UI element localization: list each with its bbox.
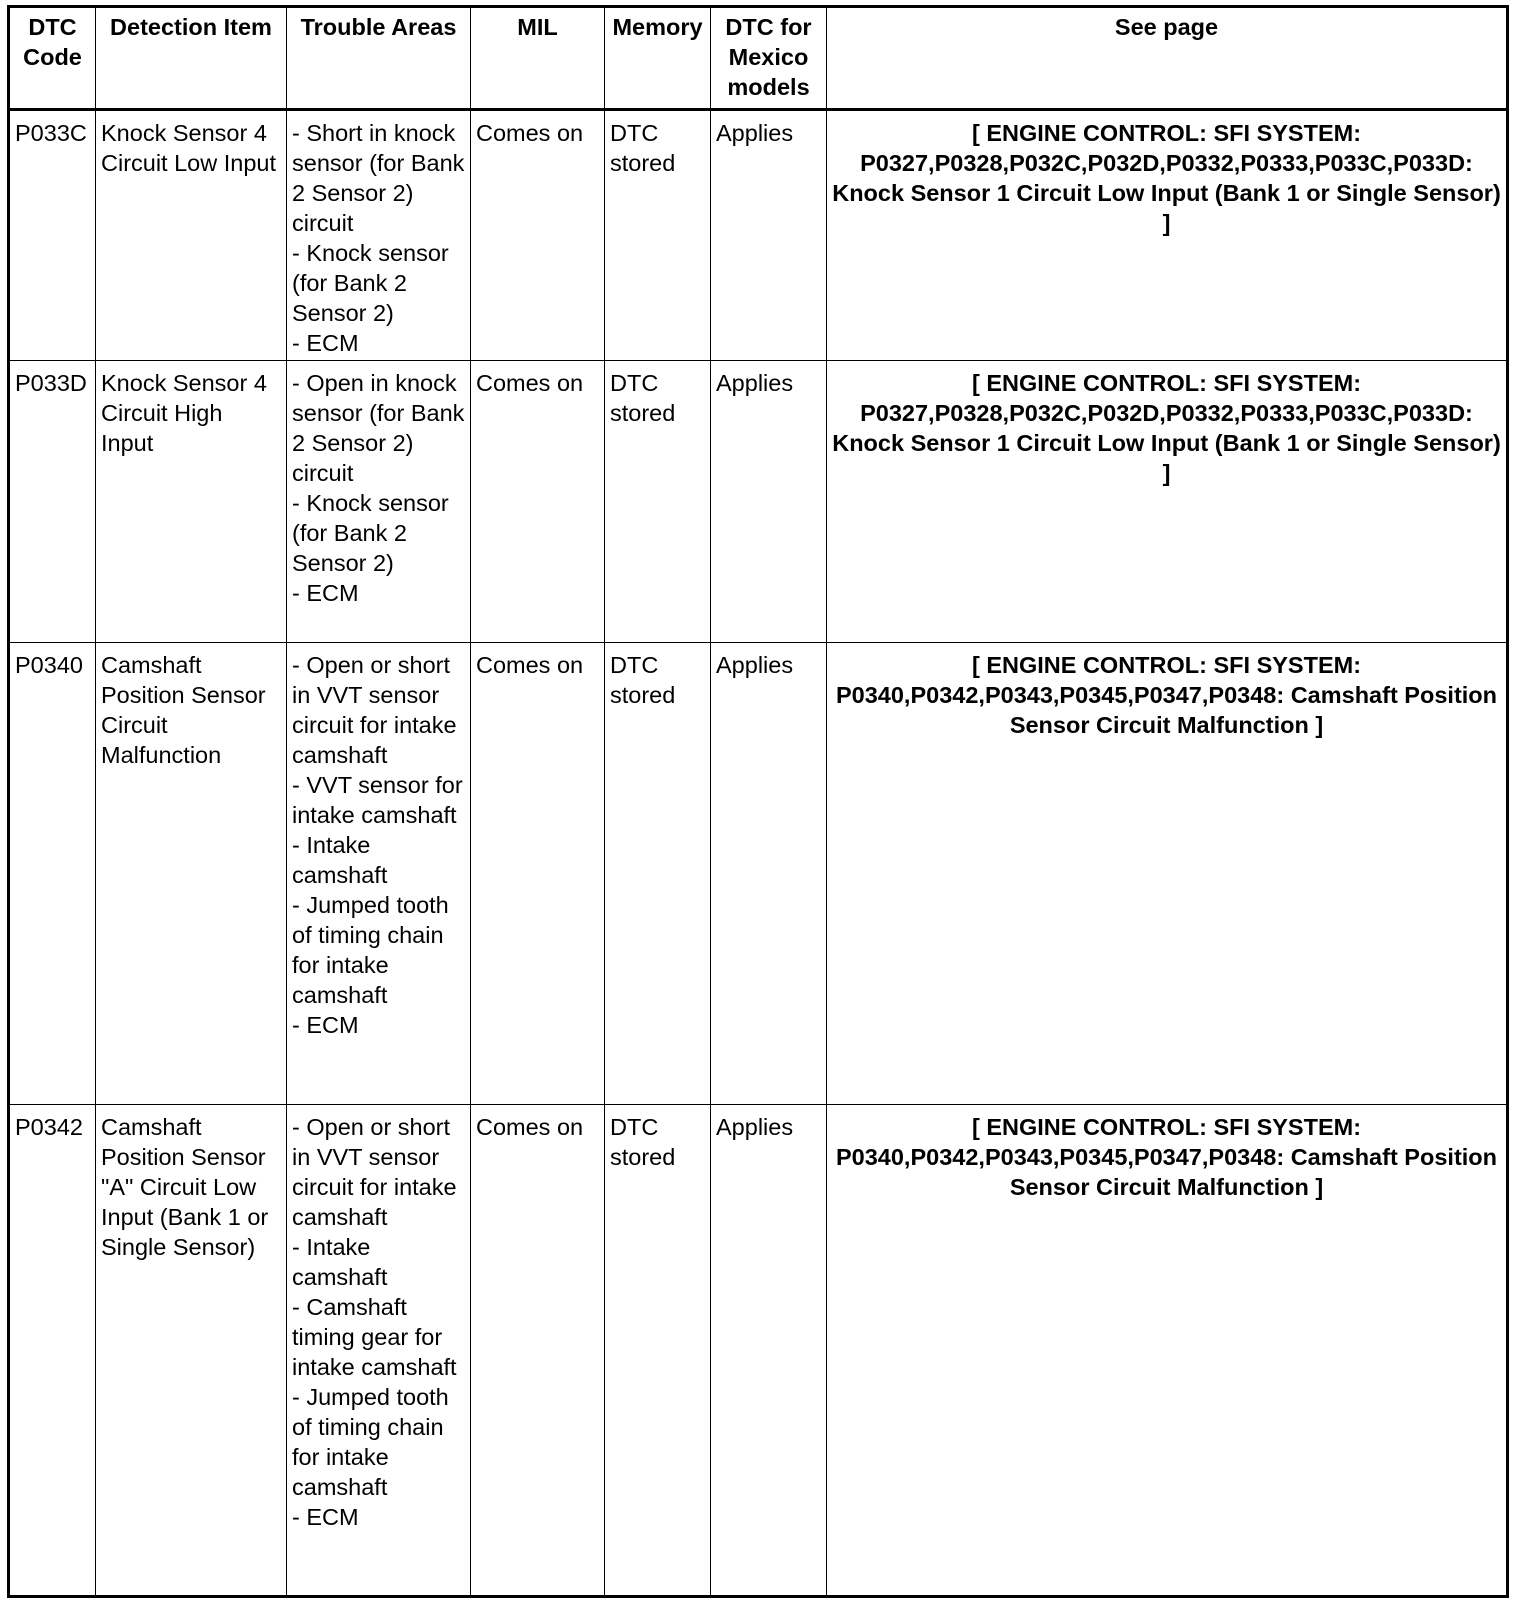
table-row: [9, 110, 1508, 361]
mexico-cell: Applies: [711, 643, 827, 1105]
trouble-area-line: - ECM: [292, 330, 359, 356]
trouble-areas-cell: [287, 110, 471, 361]
detection-item-cell: Camshaft Position Sensor Circuit Malfunction: [96, 643, 287, 1105]
dtc-code-cell: P033D: [9, 361, 96, 643]
detection-item-cell: Knock Sensor 4 Circuit Low Input: [96, 110, 287, 361]
trouble-area-line: - Camshaft timing gear for intake camshaft: [292, 1294, 457, 1380]
trouble-area-line: - Intake camshaft: [292, 1234, 388, 1290]
header-mexico: DTC for Mexico models: [711, 7, 827, 110]
dtc-code-cell: P033C: [9, 110, 96, 361]
dtc-code-cell: P0340: [9, 643, 96, 1105]
header-detection-item: Detection Item: [96, 7, 287, 110]
dtc-table: [7, 5, 1509, 1598]
dtc-code-cell: P0342: [9, 1105, 96, 1597]
trouble-area-line: - Open or short in VVT sensor circuit for intake camshaft: [292, 652, 457, 768]
mil-cell: Comes on: [471, 1105, 605, 1597]
trouble-area-line: - ECM: [292, 580, 359, 606]
see-page-link[interactable]: [ ENGINE CONTROL: SFI SYSTEM: P0340,P0342,P0343,P0345,P0347,P0348: Camshaft Position Sensor Circuit Malfunction ]: [827, 643, 1508, 1105]
see-page-link[interactable]: [ ENGINE CONTROL: SFI SYSTEM: P0327,P0328,P032C,P032D,P0332,P0333,P033C,P033D: Knock Sensor 1 Circuit Low Input (Bank 1 or Single Sensor) ]: [827, 361, 1508, 643]
trouble-area-line: - Intake camshaft: [292, 832, 388, 888]
table-row: [9, 1105, 1508, 1597]
header-mil: MIL: [471, 7, 605, 110]
detection-item-cell: Knock Sensor 4 Circuit High Input: [96, 361, 287, 643]
table-row: [9, 361, 1508, 643]
header-trouble-areas: Trouble Areas: [287, 7, 471, 110]
see-page-link[interactable]: [ ENGINE CONTROL: SFI SYSTEM: P0340,P0342,P0343,P0345,P0347,P0348: Camshaft Position Sensor Circuit Malfunction ]: [827, 1105, 1508, 1597]
memory-cell: DTC stored: [605, 361, 711, 643]
header-see-page: See page: [827, 7, 1508, 110]
mil-cell: Comes on: [471, 643, 605, 1105]
header-dtc-code: DTC Code: [9, 7, 96, 110]
table-header-row: [9, 7, 1508, 110]
trouble-areas-cell: [287, 361, 471, 643]
mil-cell: Comes on: [471, 110, 605, 361]
trouble-area-line: - Jumped tooth of timing chain for intake camshaft: [292, 1384, 449, 1500]
mexico-cell: Applies: [711, 361, 827, 643]
trouble-area-line: - Short in knock sensor (for Bank 2 Sensor 2) circuit: [292, 120, 465, 236]
mexico-cell: Applies: [711, 1105, 827, 1597]
trouble-area-line: - Open in knock sensor (for Bank 2 Sensor 2) circuit: [292, 370, 465, 486]
mil-cell: Comes on: [471, 361, 605, 643]
memory-cell: DTC stored: [605, 643, 711, 1105]
trouble-area-line: - Open or short in VVT sensor circuit for intake camshaft: [292, 1114, 457, 1230]
trouble-area-line: - ECM: [292, 1504, 359, 1530]
trouble-area-line: - Knock sensor (for Bank 2 Sensor 2): [292, 240, 449, 326]
trouble-area-line: - ECM: [292, 1012, 359, 1038]
memory-cell: DTC stored: [605, 110, 711, 361]
mexico-cell: Applies: [711, 110, 827, 361]
memory-cell: DTC stored: [605, 1105, 711, 1597]
see-page-link[interactable]: [ ENGINE CONTROL: SFI SYSTEM: P0327,P0328,P032C,P032D,P0332,P0333,P033C,P033D: Knock Sensor 1 Circuit Low Input (Bank 1 or Single Sensor) ]: [827, 110, 1508, 361]
header-memory: Memory: [605, 7, 711, 110]
table-row: [9, 643, 1508, 1105]
trouble-area-line: - Knock sensor (for Bank 2 Sensor 2): [292, 490, 449, 576]
trouble-area-line: - VVT sensor for intake camshaft: [292, 772, 463, 828]
trouble-areas-cell: [287, 643, 471, 1105]
trouble-areas-cell: [287, 1105, 471, 1597]
trouble-area-line: - Jumped tooth of timing chain for intake camshaft: [292, 892, 449, 1008]
detection-item-cell: Camshaft Position Sensor "A" Circuit Low Input (Bank 1 or Single Sensor): [96, 1105, 287, 1597]
